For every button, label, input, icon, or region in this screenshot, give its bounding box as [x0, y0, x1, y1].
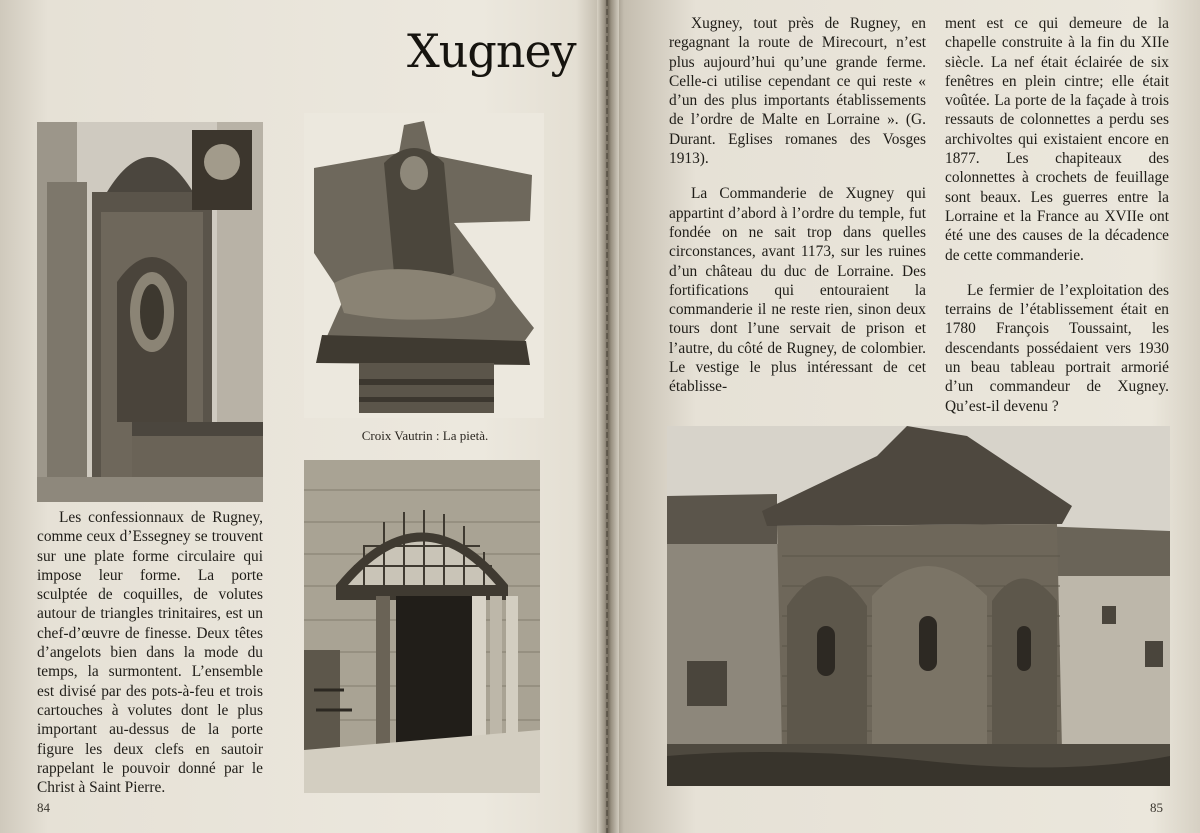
text-column-1: [669, 14, 926, 397]
paragraph-fermier: Le fermier de l’exploitation des terrains de l’établissement était en 1780 François Toussaint, les descendants possédaient vers 1930 un beau tableau portrait armorié d’un commandeur de Xugney. Qu’est-il devenu ?: [945, 281, 1169, 415]
text-column-2: [945, 14, 1169, 416]
page-edge: [606, 0, 608, 833]
page-number-left: 84: [37, 800, 50, 815]
portal-photo: [304, 460, 540, 793]
page-title: Xugney: [407, 24, 576, 78]
right-page: [615, 0, 1200, 833]
chapel-illustration: [667, 426, 1170, 786]
pieta-photo: [304, 113, 544, 418]
page-number-right: 85: [1150, 800, 1163, 815]
confessional-illustration: [37, 122, 263, 502]
pieta-caption: Croix Vautrin : La pietà.: [361, 428, 489, 443]
chapel-photo: [667, 426, 1170, 786]
portal-illustration: [304, 460, 540, 793]
confessional-text: Les confessionnaux de Rugney, comme ceux d’Essegney se trouvent sur une plate forme circulaire qui impose leur forme. La porte sculptée de coquilles, de volutes autour de triangles trinitaires, est un chef-d’œuvre de finesse. Deux têtes d’angelots bien dans la mode du temps, la surmontent. L’ensemble est divisé par des pots-à-feu et trois cartouches à volutes dont le plus important au-dessus de la porte figure les deux clefs en sautoir rappelant le pouvoir donné par le Christ à Saint Pierre.: [37, 509, 263, 797]
confessional-paragraph: [37, 508, 263, 797]
paragraph-commanderie: La Commanderie de Xugney qui appartint d’abord à l’ordre du temple, fut fondée on ne sait trop dans quelles circonstances, avant 1173, sur les ruines d’un château du duc de Lorraine. Des fortifications qui entouraient la commanderie il ne reste rien, sinon deux tours dont l’une servait de prison et l’autre, du côté de Rugney, de colombier. Le vestige le plus intéressant de cet établisse-: [669, 185, 926, 396]
paragraph-chapel: ment est ce qui demeure de la chapelle construite à la fin du XIIe siècle. La nef était éclairée de six fenêtres en plein cintre; elle était voûtée. La porte de la façade à trois ressauts de colonnettes a perdu ses archivoltes qui existaient encore en 1877. Les chapiteaux des colonnettes à crochets de feuillage sont beaux. Les guerres entre la Lorraine et la France au XVIIe ont été une des causes de la décadence de cette commanderie.: [945, 15, 1169, 264]
confessional-photo: [37, 122, 263, 502]
pieta-illustration: [304, 113, 544, 418]
paragraph-intro: Xugney, tout près de Rugney, en regagnant la route de Mirecourt, n’est plus aujourd’hui qu’une grande ferme. Celle-ci utilise cependant ce qui reste « d’un des plus importants établissements de l’ordre de Malte en Lorraine ». (G. Durant. Eglises romanes des Vosges 1913).: [669, 15, 926, 168]
